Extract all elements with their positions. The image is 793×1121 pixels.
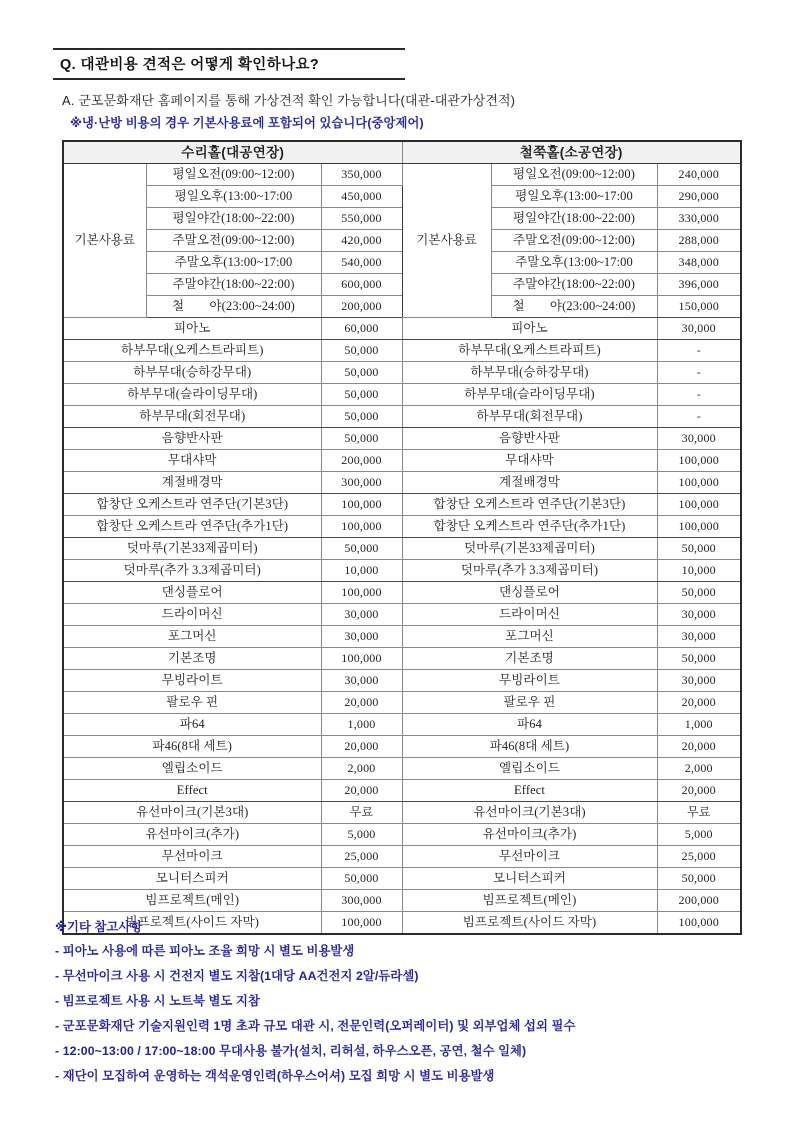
amount-cheolchuk: 50,000 [657,582,741,604]
base-fee-label-cheolchuk: 기본사용료 [402,164,491,318]
amount-cheolchuk: 100,000 [657,472,741,494]
table-row [63,384,741,406]
item-label-cheolchuk: 계절배경막 [402,472,657,494]
question-heading-block [53,48,405,80]
amount-cheolchuk: - [657,406,741,428]
table-row [63,692,741,714]
table-row [63,736,741,758]
table-row [63,780,741,802]
amount-suri: 540,000 [321,252,402,274]
amount-cheolchuk: 290,000 [657,186,741,208]
amount-suri: 420,000 [321,230,402,252]
item-label-cheolchuk: 합창단 오케스트라 연주단(추가1단) [402,516,657,538]
hall-header-cheolchuk: 철쭉홀(소공연장) [402,141,741,164]
amount-cheolchuk: 25,000 [657,846,741,868]
table-row [63,472,741,494]
amount-cheolchuk: 30,000 [657,626,741,648]
time-slot-label-suri: 평일야간(18:00~22:00) [146,208,321,230]
amount-cheolchuk: 50,000 [657,538,741,560]
footer-note-item: - 재단이 모집하여 운영하는 객석운영인력(하우스어셔) 모집 희망 시 별도 비용발생 [55,1069,495,1083]
table-row [63,494,741,516]
hall-header-row [63,141,741,164]
footer-note-item: - 12:00~13:00 / 17:00~18:00 무대사용 불가(설치, 리허설, 하우스오픈, 공연, 철수 일체) [55,1044,527,1058]
item-label-suri: 무선마이크 [63,846,321,868]
amount-cheolchuk: 30,000 [657,318,741,340]
time-slot-label-suri: 철 야(23:00~24:00) [146,296,321,318]
item-label-suri: 하부무대(회전무대) [63,406,321,428]
item-label-suri: 파64 [63,714,321,736]
amount-suri: 50,000 [321,868,402,890]
amount-suri: 350,000 [321,164,402,186]
amount-suri: 300,000 [321,472,402,494]
item-label-cheolchuk: 엘립소이드 [402,758,657,780]
amount-cheolchuk: 100,000 [657,494,741,516]
amount-cheolchuk: 2,000 [657,758,741,780]
amount-suri: 10,000 [321,560,402,582]
amount-cheolchuk: 348,000 [657,252,741,274]
table-row [63,450,741,472]
item-label-suri: 기본조명 [63,648,321,670]
amount-suri: 50,000 [321,406,402,428]
table-row [63,428,741,450]
table-row [63,824,741,846]
table-row [63,560,741,582]
item-label-cheolchuk: 빔프로젝트(메인) [402,890,657,912]
amount-cheolchuk: 30,000 [657,428,741,450]
item-label-suri: 계절배경막 [63,472,321,494]
item-label-suri: Effect [63,780,321,802]
table-row [63,604,741,626]
item-label-cheolchuk: 덧마루(기본33제곱미터) [402,538,657,560]
item-label-cheolchuk: 드라이머신 [402,604,657,626]
amount-suri: 무료 [321,802,402,824]
amount-suri: 30,000 [321,604,402,626]
time-slot-label-suri: 주말야간(18:00~22:00) [146,274,321,296]
amount-suri: 100,000 [321,912,402,935]
item-label-suri: 팔로우 핀 [63,692,321,714]
item-label-suri: 무빙라이트 [63,670,321,692]
amount-suri: 50,000 [321,384,402,406]
amount-suri: 450,000 [321,186,402,208]
amount-suri: 50,000 [321,362,402,384]
time-slot-label-suri: 주말오전(09:00~12:00) [146,230,321,252]
time-slot-label-cheolchuk: 평일오후(13:00~17:00 [491,186,657,208]
amount-suri: 100,000 [321,516,402,538]
table-row [63,164,741,186]
amount-cheolchuk: - [657,340,741,362]
item-label-cheolchuk: 파46(8대 세트) [402,736,657,758]
item-label-suri: 드라이머신 [63,604,321,626]
amount-suri: 50,000 [321,340,402,362]
item-label-suri: 유선마이크(추가) [63,824,321,846]
amount-suri: 30,000 [321,670,402,692]
amount-suri: 550,000 [321,208,402,230]
item-label-suri: 덧마루(추가 3.3제곱미터) [63,560,321,582]
amount-cheolchuk: 100,000 [657,912,741,935]
amount-suri: 2,000 [321,758,402,780]
amount-suri: 25,000 [321,846,402,868]
time-slot-label-cheolchuk: 주말오전(09:00~12:00) [491,230,657,252]
table-row [63,318,741,340]
amount-suri: 5,000 [321,824,402,846]
item-label-suri: 유선마이크(기본3대) [63,802,321,824]
footer-note-item: - 피아노 사용에 따른 피아노 조율 희망 시 별도 비용발생 [55,944,355,958]
table-header [63,141,741,164]
table-row [63,516,741,538]
amount-cheolchuk: - [657,362,741,384]
amount-suri: 30,000 [321,626,402,648]
item-label-cheolchuk: 무빙라이트 [402,670,657,692]
item-label-cheolchuk: 팔로우 핀 [402,692,657,714]
item-label-suri: 모니터스피커 [63,868,321,890]
item-label-suri: 포그머신 [63,626,321,648]
amount-cheolchuk: 288,000 [657,230,741,252]
amount-suri: 200,000 [321,450,402,472]
item-label-cheolchuk: 피아노 [402,318,657,340]
table-row [63,670,741,692]
amount-suri: 600,000 [321,274,402,296]
amount-cheolchuk: 1,000 [657,714,741,736]
amount-suri: 100,000 [321,582,402,604]
footer-item-list [55,941,575,1084]
amount-suri: 50,000 [321,428,402,450]
item-label-cheolchuk: 음향반사판 [402,428,657,450]
amount-cheolchuk: - [657,384,741,406]
table-row [63,802,741,824]
time-slot-label-suri: 평일오후(13:00~17:00 [146,186,321,208]
amount-suri: 100,000 [321,648,402,670]
item-label-cheolchuk: 덧마루(추가 3.3제곱미터) [402,560,657,582]
item-label-suri: 빔프로젝트(메인) [63,890,321,912]
amount-cheolchuk: 100,000 [657,516,741,538]
amount-cheolchuk: 200,000 [657,890,741,912]
item-label-suri: 합창단 오케스트라 연주단(추가1단) [63,516,321,538]
time-slot-label-cheolchuk: 주말오후(13:00~17:00 [491,252,657,274]
amount-suri: 300,000 [321,890,402,912]
table-row [63,890,741,912]
item-label-cheolchuk: 파64 [402,714,657,736]
amount-cheolchuk: 150,000 [657,296,741,318]
table-row [63,406,741,428]
item-label-suri: 하부무대(승하강무대) [63,362,321,384]
amount-suri: 100,000 [321,494,402,516]
time-slot-label-cheolchuk: 철 야(23:00~24:00) [491,296,657,318]
amount-suri: 20,000 [321,736,402,758]
item-label-suri: 합창단 오케스트라 연주단(기본3단) [63,494,321,516]
amount-cheolchuk: 10,000 [657,560,741,582]
amount-cheolchuk: 240,000 [657,164,741,186]
table-row [63,362,741,384]
table-row [63,340,741,362]
item-label-cheolchuk: 기본조명 [402,648,657,670]
table-row [63,758,741,780]
amount-cheolchuk: 20,000 [657,736,741,758]
item-label-suri: 엘립소이드 [63,758,321,780]
item-label-cheolchuk: 모니터스피커 [402,868,657,890]
amount-cheolchuk: 20,000 [657,780,741,802]
item-label-suri: 하부무대(오케스트라피트) [63,340,321,362]
amount-cheolchuk: 5,000 [657,824,741,846]
amount-suri: 50,000 [321,538,402,560]
item-label-cheolchuk: Effect [402,780,657,802]
item-label-cheolchuk: 댄싱플로어 [402,582,657,604]
item-label-suri: 댄싱플로어 [63,582,321,604]
amount-suri: 20,000 [321,780,402,802]
amount-suri: 200,000 [321,296,402,318]
table-row [63,714,741,736]
heating-cooling-note: ※냉·난방 비용의 경우 기본사용료에 포함되어 있습니다(중앙제어) [70,116,424,130]
table-row [63,648,741,670]
footer-note-item: - 빔프로젝트 사용 시 노트북 별도 지참 [55,994,260,1008]
base-fee-label-suri: 기본사용료 [63,164,146,318]
table-row [63,626,741,648]
rental-fee-table [62,140,742,935]
table-body [63,164,741,935]
table-row [63,538,741,560]
amount-cheolchuk: 무료 [657,802,741,824]
item-label-cheolchuk: 하부무대(슬라이딩무대) [402,384,657,406]
amount-cheolchuk: 50,000 [657,648,741,670]
item-label-suri: 피아노 [63,318,321,340]
time-slot-label-cheolchuk: 주말야간(18:00~22:00) [491,274,657,296]
time-slot-label-cheolchuk: 평일오전(09:00~12:00) [491,164,657,186]
item-label-cheolchuk: 하부무대(회전무대) [402,406,657,428]
table-row [63,582,741,604]
hall-header-suri: 수리홀(대공연장) [63,141,402,164]
answer-text: A. 군포문화재단 홈페이지를 통해 가상견적 확인 가능합니다(대관-대관가상견적) [62,93,516,108]
footer-notes [55,917,575,1091]
amount-cheolchuk: 50,000 [657,868,741,890]
question-text: Q. 대관비용 견적은 어떻게 확인하나요? [60,57,320,73]
amount-suri: 1,000 [321,714,402,736]
time-slot-label-cheolchuk: 평일야간(18:00~22:00) [491,208,657,230]
item-label-cheolchuk: 빔프로젝트(사이드 자막) [402,912,657,935]
item-label-cheolchuk: 하부무대(오케스트라피트) [402,340,657,362]
item-label-suri: 빔프로젝트(사이드 자막) [63,912,321,935]
amount-cheolchuk: 20,000 [657,692,741,714]
amount-suri: 60,000 [321,318,402,340]
item-label-cheolchuk: 하부무대(승하강무대) [402,362,657,384]
item-label-cheolchuk: 유선마이크(추가) [402,824,657,846]
amount-cheolchuk: 330,000 [657,208,741,230]
item-label-cheolchuk: 무대샤막 [402,450,657,472]
item-label-suri: 무대샤막 [63,450,321,472]
item-label-cheolchuk: 포그머신 [402,626,657,648]
time-slot-label-suri: 주말오후(13:00~17:00 [146,252,321,274]
item-label-cheolchuk: 합창단 오케스트라 연주단(기본3단) [402,494,657,516]
item-label-suri: 파46(8대 세트) [63,736,321,758]
amount-suri: 20,000 [321,692,402,714]
amount-cheolchuk: 30,000 [657,604,741,626]
amount-cheolchuk: 396,000 [657,274,741,296]
time-slot-label-suri: 평일오전(09:00~12:00) [146,164,321,186]
footer-title: ※기타 참고사항 [55,920,143,934]
footer-note-item: - 군포문화재단 기술지원인력 1명 초과 규모 대관 시, 전문인력(오퍼레이터) 및 외부업체 섭외 필수 [55,1019,576,1033]
item-label-cheolchuk: 무선마이크 [402,846,657,868]
footer-note-item: - 무선마이크 사용 시 건전지 별도 지참(1대당 AA건전지 2알/듀라셀) [55,969,419,983]
amount-cheolchuk: 30,000 [657,670,741,692]
table-row [63,846,741,868]
item-label-suri: 음향반사판 [63,428,321,450]
item-label-suri: 하부무대(슬라이딩무대) [63,384,321,406]
item-label-suri: 덧마루(기본33제곱미터) [63,538,321,560]
item-label-cheolchuk: 유선마이크(기본3대) [402,802,657,824]
amount-cheolchuk: 100,000 [657,450,741,472]
table-row [63,868,741,890]
